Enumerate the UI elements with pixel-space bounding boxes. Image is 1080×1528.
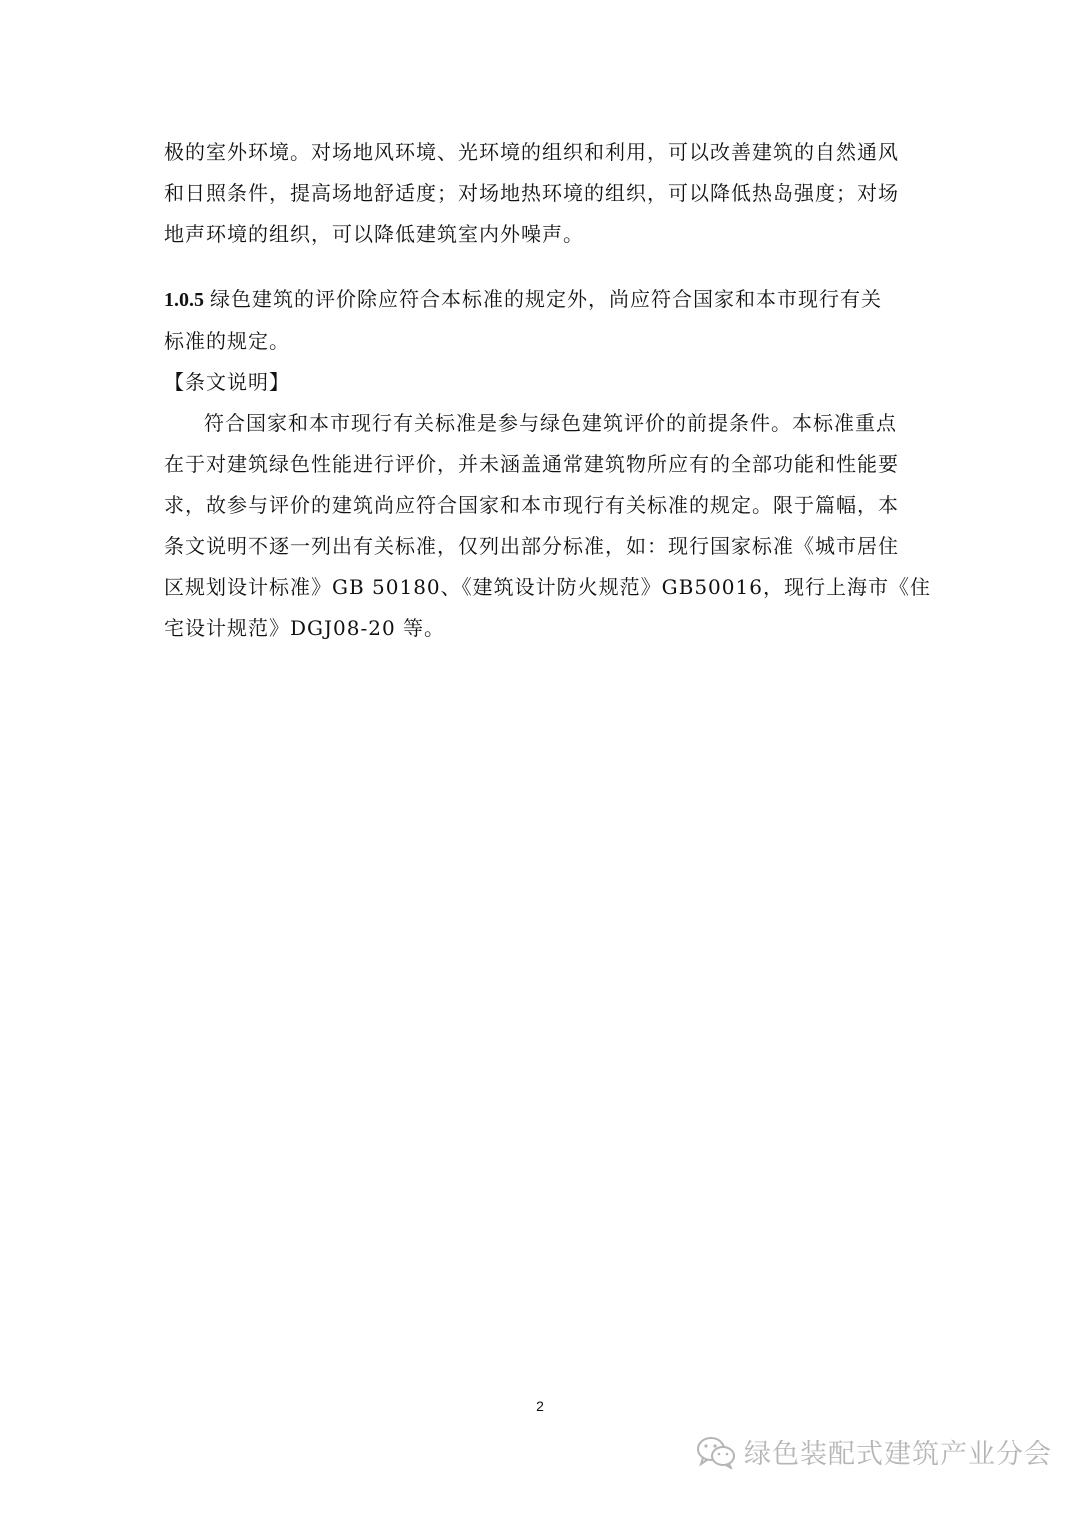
page-number: 2: [536, 1398, 544, 1414]
clause-number: 1.0.5: [164, 289, 204, 311]
text-line: 求，故参与评价的建筑尚应符合国家和本市现行有关标准的规定。限于篇幅，本: [164, 493, 899, 517]
explanation-heading: 【条文说明】: [164, 370, 290, 394]
paragraph-site-environment: [164, 132, 916, 255]
text-line: 符合国家和本市现行有关标准是参与绿色建筑评价的前提条件。本标准重点: [204, 411, 897, 435]
text-line: 条文说明不逐一列出有关标准，仅列出部分标准，如：现行国家标准《城市居住: [164, 534, 899, 558]
clause-1-0-5: [164, 279, 916, 403]
text-line: [164, 279, 916, 321]
clause-text: 绿色建筑的评价除应符合本标准的规定外，尚应符合国家和本市现行有关: [210, 287, 882, 311]
paragraph-explanation: [164, 403, 931, 649]
text-line: 宅设计规范》DGJ08-20 等。: [164, 616, 446, 640]
text-line: 在于对建筑绿色性能进行评价，并未涵盖通常建筑物所应有的全部功能和性能要: [164, 452, 899, 476]
watermark: [696, 1432, 1052, 1471]
text-line: 和日照条件，提高场地舒适度；对场地热环境的组织，可以降低热岛强度；对场: [164, 181, 899, 205]
text-line: 极的室外环境。对场地风环境、光环境的组织和利用，可以改善建筑的自然通风: [164, 140, 899, 164]
watermark-text: 绿色装配式建筑产业分会: [744, 1439, 1052, 1470]
text-line: 区规划设计标准》GB 50180、《建筑设计防火规范》GB50016，现行上海市《住: [164, 575, 931, 599]
text-line: 标准的规定。: [164, 329, 290, 353]
wechat-icon: [696, 1435, 736, 1469]
page-content: [164, 132, 931, 649]
text-line: 地声环境的组织，可以降低建筑室内外噪声。: [164, 222, 584, 246]
